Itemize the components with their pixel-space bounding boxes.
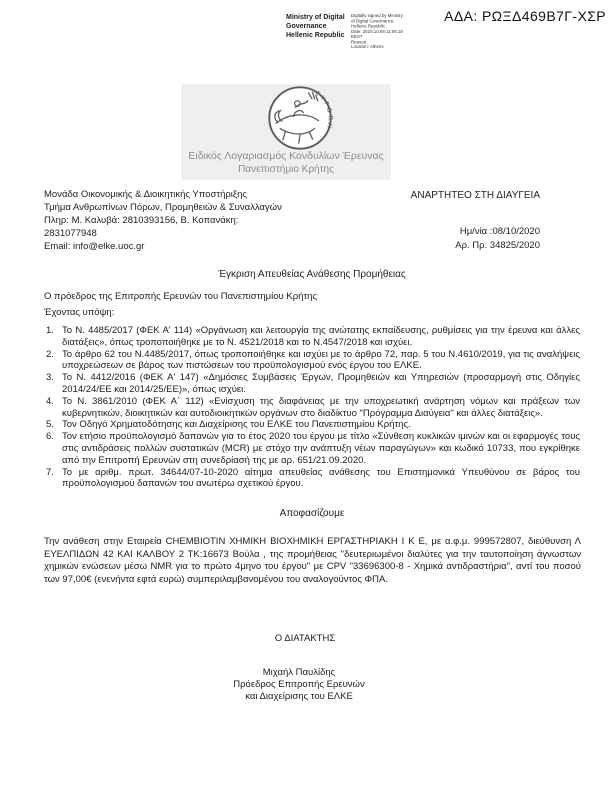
date-protocol-block [455,225,540,252]
intro-having-regard: Έχοντας υπόψη: [44,307,115,318]
ada-code: ΑΔΑ: ΡΩΞΔ469Β7Γ-ΧΣΡ [444,8,606,24]
considerations-list [46,325,580,490]
diavgeia-label: ΑΝΑΡΤΗΤΕΟ ΣΤΗ ΔΙΑΥΓΕΙΑ [410,190,540,201]
consideration-item: 7. Το με αριθμ. πρωτ. 34644/07-10-2020 αίτημα απευθείας ανάθεσης του Επιστημονικά Υπευθύνου σε βάρος του προϋπολογισμού δαπανών του ανωτέρω σχετικού έργου. [46,466,580,490]
signoff-name: Μιχαήλ Παυλίδης [262,667,336,678]
consideration-item: 2. Το άρθρο 62 του Ν.4485/2017, όπως τροποποιήθηκε και ισχύει με το άρθρο 72, παρ. 5 του Ν.4610/2019, για τις αναλήψεις υποχρεώσεων σε βάρος των πιστώσεων του προϋπολογισμού ενός έργου του ΕΛΚΕ. [46,348,580,372]
consideration-item: 3. Το Ν. 4412/2016 (ΦΕΚ Α' 147) «Δημόσιες Συμβάσεις Έργων, Προμηθειών και Υπηρεσιών (προσαρμογή στις Οδηγίες 2014/24/ΕΕ και 2014/25/ΕΕ)», όπως ισχύει. [46,372,580,395]
seal-text: ΕΥΡΩΠΗ [313,89,333,131]
document-date: Ημ/νία :08/10/2020 [459,226,540,237]
contact-unit: Μονάδα Οικονομικής & Διοικητικής Υποστήριξης [44,189,247,200]
intro-issuer: Ο πρόεδρος της Επιτροπής Ερευνών του Πανεπιστημίου Κρήτης [44,291,318,302]
decision-body: Την ανάθεση στην Εταιρεία CHEMBIOTIN ΧΗΜΙΚΗ ΒΙΟΧΗΜΙΚΗ ΕΡΓΑΣΤΗΡΙΑΚΗ Ι Κ Ε, με α.φ.μ. 999572807, διεύθυνση Λ ΕΥΕΛΠΙΔΩΝ 42 ΚΑΙ ΚΑΛΒΟΥ 2 ΤΚ:16673 Βούλα , της προμήθειας "δευτεριωμένοι διαλύτες για την ταυτοποίηση άγνωστων χημικών ενώσεων μέσω NMR για το πρώτο 4μηνο του έργου" με CPV "33696300-8 - Χημικά αντιδραστήρια", αντί του ποσού των 97,00€ (ενενήντα εφτά ευρώ) συμπεριλαμβανομένου του αναλογούντος ΦΠΑ. [44,536,581,585]
signoff-title-line2: και Διαχείρισης του ΕΛΚΕ [245,691,353,702]
logo-caption [161,150,411,176]
contact-block [44,188,282,253]
signoff-block [44,667,554,703]
digital-signature-stamp [286,13,551,80]
logo-org-name: Ειδικός Λογαριασμός Κονδυλίων Έρευνας [188,150,384,162]
contact-email: Email: info@elke.uoc.gr [44,241,145,252]
stamp-ministry-name: Ministry of Digital Governance Hellenic Republic [286,14,345,39]
stamp-signature-details: Digitally signed by Ministry of Digital Governance, Hellenic Republic Date: 2020.10.08 11:06:18 EEST Reason: Location: Athens [351,13,403,50]
university-of-crete-seal-icon [267,85,333,151]
signoff-title-line1: Πρόεδρος Επιτροπής Ερευνών [233,679,365,690]
consideration-item: 5. Τον Οδηγό Χρηματοδότησης και Διαχείρισης του ΕΛΚΕ του Πανεπιστημίου Κρήτης. [46,419,411,431]
decision-heading: Αποφασίζουμε [279,508,345,519]
logo-university-name: Πανεπιστήμιο Κρήτης [238,164,334,175]
signoff-role: Ο ΔΙΑΤΑΚΤΗΣ [274,633,336,644]
document-title: Έγκριση Απευθείας Ανάθεσης Προμήθειας [218,269,406,280]
contact-department: Τμήμα Ανθρωπίνων Πόρων, Προμηθειών & Συναλλαγών [44,202,282,213]
contact-phone: 2831077948 [44,228,97,239]
contact-persons: Πληρ: Μ. Καλυβά: 2810393156, Β. Κοπανάκη: [44,215,239,226]
consideration-item: 4. Το Ν. 3861/2010 (ΦΕΚ Α΄ 112) «Ενίσχυση της διαφάνειας με την υποχρεωτική ανάρτηση νόμων και πράξεων των κυβερνητικών, διοικητικών και αυτοδιοικητικών οργάνων στο διαδίκτυο "Πρόγραμμα Διαύγεια" και άλλες διατάξεις». [46,395,580,419]
consideration-item: 6. Τον ετήσιο προϋπολογισμό δαπανών για το έτος 2020 του έργου με τίτλο «Σύνθεση κυκλικών ιμινών και οι εφαρμογές τους στις αντιδράσεις πολλών συστατικών (MCR) με στόχο την ανάπτυξη νέων παραγώγων» και κωδικό 10733, που εγκρίθηκε από την Επιτροπή Ερευνών στη συνεδρίασή της με αρ. 651/21.09.2020. [46,431,580,466]
consideration-item: 1. Το Ν. 4485/2017 (ΦΕΚ Α' 114) «Οργάνωση και λειτουργία της ανώτατης εκπαίδευσης, ρυθμίσεις για την έρευνα και άλλες διατάξεις», όπως τροποποιήθηκε με το Ν. 4521/2018 και το Ν.4547/2018 και ισχύει. [46,325,580,348]
protocol-number: Αρ. Πρ. 34825/2020 [455,239,540,251]
